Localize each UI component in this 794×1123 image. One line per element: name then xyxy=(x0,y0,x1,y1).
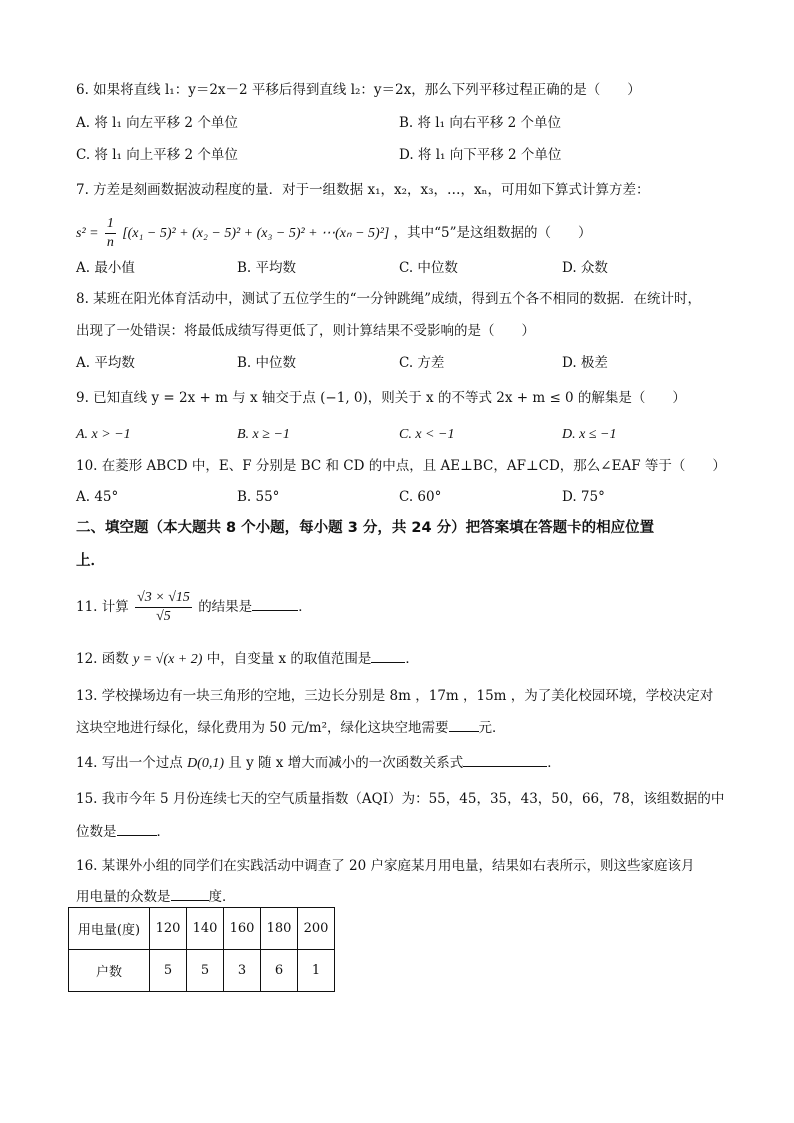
q14-prefix: 14. 写出一个过点 xyxy=(76,755,183,771)
q12-suffix: 中，自变量 x 的取值范围是 xyxy=(206,651,372,667)
q11-prefix: 11. 计算 xyxy=(76,599,129,615)
q8-stem-line2: 出现了一处错误：将最低成绩写得更低了，则计算结果不受影响的是（ ） xyxy=(76,323,535,339)
section2-heading-line1: 二、填空题（本大题共 8 个小题，每小题 3 分，共 24 分）把答案填在答题卡的相应位置 xyxy=(76,520,655,536)
section2-heading-line2: 上． xyxy=(76,553,105,569)
q14 xyxy=(76,752,561,774)
q16-answer-blank xyxy=(171,886,209,901)
q8-option-a: A. 平均数 xyxy=(76,355,135,371)
q10-option-d: D. 75° xyxy=(562,489,605,505)
table-cell: 140 xyxy=(187,908,224,950)
q16-line1: 16. 某课外小组的同学们在实践活动中调查了 20 户家庭某月用电量，结果如右表所示，则这些家庭该月 xyxy=(76,858,695,874)
q11-answer-blank xyxy=(252,596,298,611)
table-cell: 160 xyxy=(224,908,261,950)
q13-unit: 元． xyxy=(478,720,506,736)
q7-formula-fraction xyxy=(105,215,116,252)
q14-point: D(0,1) xyxy=(187,756,224,771)
table-row xyxy=(69,950,335,992)
q7-option-c: C. 中位数 xyxy=(399,260,458,276)
q12 xyxy=(76,648,419,670)
q12-prefix: 12. 函数 xyxy=(76,651,129,667)
q6-stem: 6. 如果将直线 l₁：y＝2x－2 平移后得到直线 l₂：y＝2x，那么下列平移过程正确的是（ ） xyxy=(76,82,641,98)
q16-line2 xyxy=(76,886,236,907)
q12-expression: y = √(x + 2) xyxy=(133,652,203,667)
q11-fraction xyxy=(135,589,192,626)
q9-option-a: A. x > −1 xyxy=(76,427,131,442)
q10-stem: 10. 在菱形 ABCD 中，E、F 分别是 BC 和 CD 的中点，且 AE⊥BC，AF⊥CD，那么∠EAF 等于（ ） xyxy=(76,458,726,474)
q8-option-d: D. 极差 xyxy=(562,355,608,371)
q14-period: ． xyxy=(547,755,561,771)
q7-option-a: A. 最小值 xyxy=(76,260,135,276)
table-header-cell: 用电量(度) xyxy=(69,908,150,950)
q6-option-d: D. 将 l₁ 向下平移 2 个单位 xyxy=(399,147,562,163)
q10-option-b: B. 55° xyxy=(237,489,280,505)
q7-formula-numerator: 1 xyxy=(105,215,116,234)
q6-option-c: C. 将 l₁ 向上平移 2 个单位 xyxy=(76,147,238,163)
q7-option-b: B. 平均数 xyxy=(237,260,297,276)
q13-answer-blank xyxy=(449,717,479,732)
q7-formula xyxy=(76,215,592,252)
q13-line2-text: 这块空地进行绿化，绿化费用为 50 元/m²，绿化这块空地需要 xyxy=(76,720,449,736)
table-cell: 1 xyxy=(298,950,335,992)
q15-answer-blank xyxy=(117,821,157,836)
q15-period: ． xyxy=(156,824,170,840)
q14-answer-blank xyxy=(463,752,547,767)
q9-option-b: B. x ≥ −1 xyxy=(237,427,290,442)
q8-option-b: B. 中位数 xyxy=(237,355,297,371)
q7-option-d: D. 众数 xyxy=(562,260,608,276)
q11-period: ． xyxy=(298,599,312,615)
q8-stem-line1: 8. 某班在阳光体育活动中，测试了五位学生的“一分钟跳绳”成绩，得到五个各不相同的数据．在统计时， xyxy=(76,291,701,307)
table-cell: 5 xyxy=(150,950,187,992)
q16-unit: 度． xyxy=(208,889,236,905)
q14-suffix: 且 y 随 x 增大而减小的一次函数关系式 xyxy=(228,755,464,771)
q9-stem: 9. 已知直线 y = 2x + m 与 x 轴交于点 (−1, 0)，则关于 x 的不等式 2x + m ≤ 0 的解集是（ ） xyxy=(76,390,686,406)
table-cell: 6 xyxy=(261,950,298,992)
q12-answer-blank xyxy=(371,648,405,663)
q7-formula-denominator: n xyxy=(106,235,114,250)
q8-option-c: C. 方差 xyxy=(399,355,445,371)
table-cell: 120 xyxy=(150,908,187,950)
electricity-table xyxy=(68,907,335,992)
table-cell: 180 xyxy=(261,908,298,950)
q11-denominator: √5 xyxy=(156,609,171,624)
q7-formula-tail: ，其中“5”是这组数据的（ ） xyxy=(393,225,592,241)
table-row xyxy=(69,908,335,950)
table-header-cell: 户数 xyxy=(69,950,150,992)
q11-suffix: 的结果是 xyxy=(198,599,253,615)
q9-option-c: C. x < −1 xyxy=(399,427,455,442)
table-cell: 5 xyxy=(187,950,224,992)
q11-numerator: √3 × √15 xyxy=(135,589,192,608)
q15-line1: 15. 我市今年 5 月份连续七天的空气质量指数（AQI）为：55，45，35，43，50，66，78，该组数据的中 xyxy=(76,791,725,807)
q10-option-a: A. 45° xyxy=(76,489,119,505)
q7-formula-body: [(x₁ − 5)² + (x₂ − 5)² + (x₃ − 5)² + ⋯(xₙ − 5)²] xyxy=(122,226,390,241)
q6-option-a: A. 将 l₁ 向左平移 2 个单位 xyxy=(76,115,238,131)
q10-option-c: C. 60° xyxy=(399,489,442,505)
table-cell: 200 xyxy=(298,908,335,950)
q13-line1: 13. 学校操场边有一块三角形的空地，三边长分别是 8m ，17m ，15m ，为了美化校园环境，学校决定对 xyxy=(76,688,714,704)
q13-line2 xyxy=(76,717,506,738)
q7-stem: 7. 方差是刻画数据波动程度的量．对于一组数据 x₁，x₂，x₃，…，xₙ，可用如下算式计算方差： xyxy=(76,182,650,198)
q15-line2 xyxy=(76,821,170,842)
q16-line2-text: 用电量的众数是 xyxy=(76,889,171,905)
q9-option-d: D. x ≤ −1 xyxy=(562,427,617,442)
table-cell: 3 xyxy=(224,950,261,992)
q6-option-b: B. 将 l₁ 向右平移 2 个单位 xyxy=(399,115,561,131)
q7-formula-lhs: s² = xyxy=(76,226,99,241)
q12-period: ． xyxy=(405,651,419,667)
q11 xyxy=(76,588,312,626)
q15-line2-text: 位数是 xyxy=(76,824,117,840)
